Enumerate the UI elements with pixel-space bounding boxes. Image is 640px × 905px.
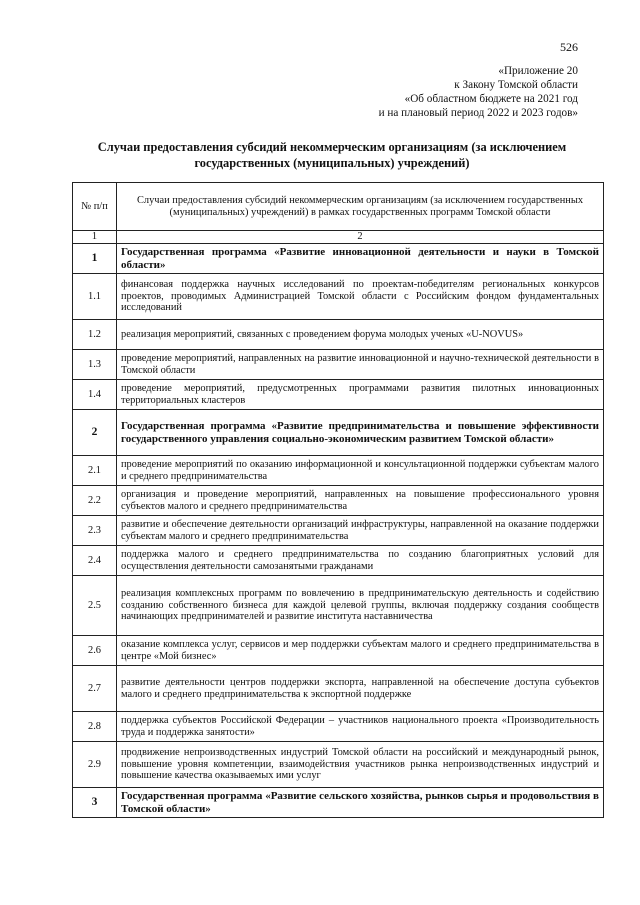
row-number: 1 <box>73 244 117 274</box>
col-number: 1 <box>73 231 117 244</box>
subsidies-table <box>72 182 604 818</box>
col-number: 2 <box>117 231 604 244</box>
row-number: 2.9 <box>73 742 117 788</box>
program-title: Государственная программа «Развитие предпринимательства и повышение эффективности государственного управления социально-экономическим развитием Томской области» <box>117 410 604 456</box>
row-text: организация и проведение мероприятий, направленных на повышение профессионального уровня субъектов малого и среднего предпринимательства <box>117 486 604 516</box>
row-number: 2.4 <box>73 546 117 576</box>
row-text: проведение мероприятий по оказанию информационной и консультационной поддержки субъектам малого и среднего предпринимательства <box>117 456 604 486</box>
row-text: поддержка малого и среднего предпринимательства по созданию благоприятных условий для осуществления деятельности самозанятыми гражданами <box>117 546 604 576</box>
row-number: 2.3 <box>73 516 117 546</box>
row-text: развитие и обеспечение деятельности организаций инфраструктуры, направленной на оказание поддержки субъектам малого и среднего предпринимательства <box>117 516 604 546</box>
table-row <box>73 636 604 666</box>
column-numbers-row <box>73 231 604 244</box>
table-row <box>73 576 604 636</box>
page-number: 526 <box>560 40 578 54</box>
table-row <box>73 456 604 486</box>
header-num: № п/п <box>73 183 117 231</box>
annex-line: и на плановый период 2022 и 2023 годов» <box>378 107 578 119</box>
table-row <box>73 666 604 712</box>
document-title: Случаи предоставления субсидий некоммерческим организациям (за исключением государственных (муниципальных) учреждений) <box>97 140 567 170</box>
row-text: проведение мероприятий, направленных на развитие инновационной и научно-технической деятельности в Томской области <box>117 350 604 380</box>
row-text: развитие деятельности центров поддержки экспорта, направленной на обеспечение доступа субъектов малого и среднего предпринимательства к экспортной поддержке <box>117 666 604 712</box>
header-text: Случаи предоставления субсидий некоммерческим организациям (за исключением государственных (муниципальных) учреждений) в рамках государственных программ Томской области <box>117 183 604 231</box>
row-text: реализация комплексных программ по вовлечению в предпринимательскую деятельность и содействию созданию собственного бизнеса для каждой целевой группы, включая поддержку создания сообществ начинающих предпринимателей и развитие института наставничества <box>117 576 604 636</box>
table-row <box>73 274 604 320</box>
program-title: Государственная программа «Развитие инновационной деятельности и науки в Томской области» <box>117 244 604 274</box>
row-number: 2.7 <box>73 666 117 712</box>
annex-line: «Об областном бюджете на 2021 год <box>404 93 578 105</box>
row-text: финансовая поддержка научных исследований по проектам-победителям региональных конкурсов проектов, проводимых Администрацией Томской области с Российским фондом фундаментальных исследований <box>117 274 604 320</box>
table-row <box>73 742 604 788</box>
row-text: поддержка субъектов Российской Федерации – участников национального проекта «Производительность труда и поддержка занятости» <box>117 712 604 742</box>
table-row <box>73 712 604 742</box>
row-number: 1.1 <box>73 274 117 320</box>
program-row <box>73 244 604 274</box>
table-row <box>73 516 604 546</box>
row-number: 2.5 <box>73 576 117 636</box>
program-title: Государственная программа «Развитие сельского хозяйства, рынков сырья и продовольствия в Томской области» <box>117 788 604 818</box>
table-row <box>73 380 604 410</box>
annex-line: «Приложение 20 <box>498 65 578 77</box>
row-number: 2 <box>73 410 117 456</box>
row-text: продвижение непроизводственных индустрий Томской области на российский и международный рынок, повышение уровня компетенции, взаимодействия участников рынка непроизводственных индустрий и повышение качества оказываемых ими услуг <box>117 742 604 788</box>
row-number: 1.4 <box>73 380 117 410</box>
annex-line: к Закону Томской области <box>454 79 578 91</box>
table-row <box>73 320 604 350</box>
table-row <box>73 486 604 516</box>
table-row <box>73 546 604 576</box>
row-number: 1.2 <box>73 320 117 350</box>
row-text: реализация мероприятий, связанных с проведением форума молодых ученых «U-NOVUS» <box>117 320 604 350</box>
table-row <box>73 350 604 380</box>
program-row <box>73 410 604 456</box>
program-row <box>73 788 604 818</box>
annex-reference <box>379 64 578 120</box>
row-number: 3 <box>73 788 117 818</box>
row-text: оказание комплекса услуг, сервисов и мер поддержки субъектам малого и среднего предпринимательства в центре «Мой бизнес» <box>117 636 604 666</box>
row-number: 1.3 <box>73 350 117 380</box>
row-number: 2.8 <box>73 712 117 742</box>
row-text: проведение мероприятий, предусмотренных программами развития пилотных инновационных территориальных кластеров <box>117 380 604 410</box>
row-number: 2.6 <box>73 636 117 666</box>
row-number: 2.1 <box>73 456 117 486</box>
table-header-row <box>73 183 604 231</box>
row-number: 2.2 <box>73 486 117 516</box>
